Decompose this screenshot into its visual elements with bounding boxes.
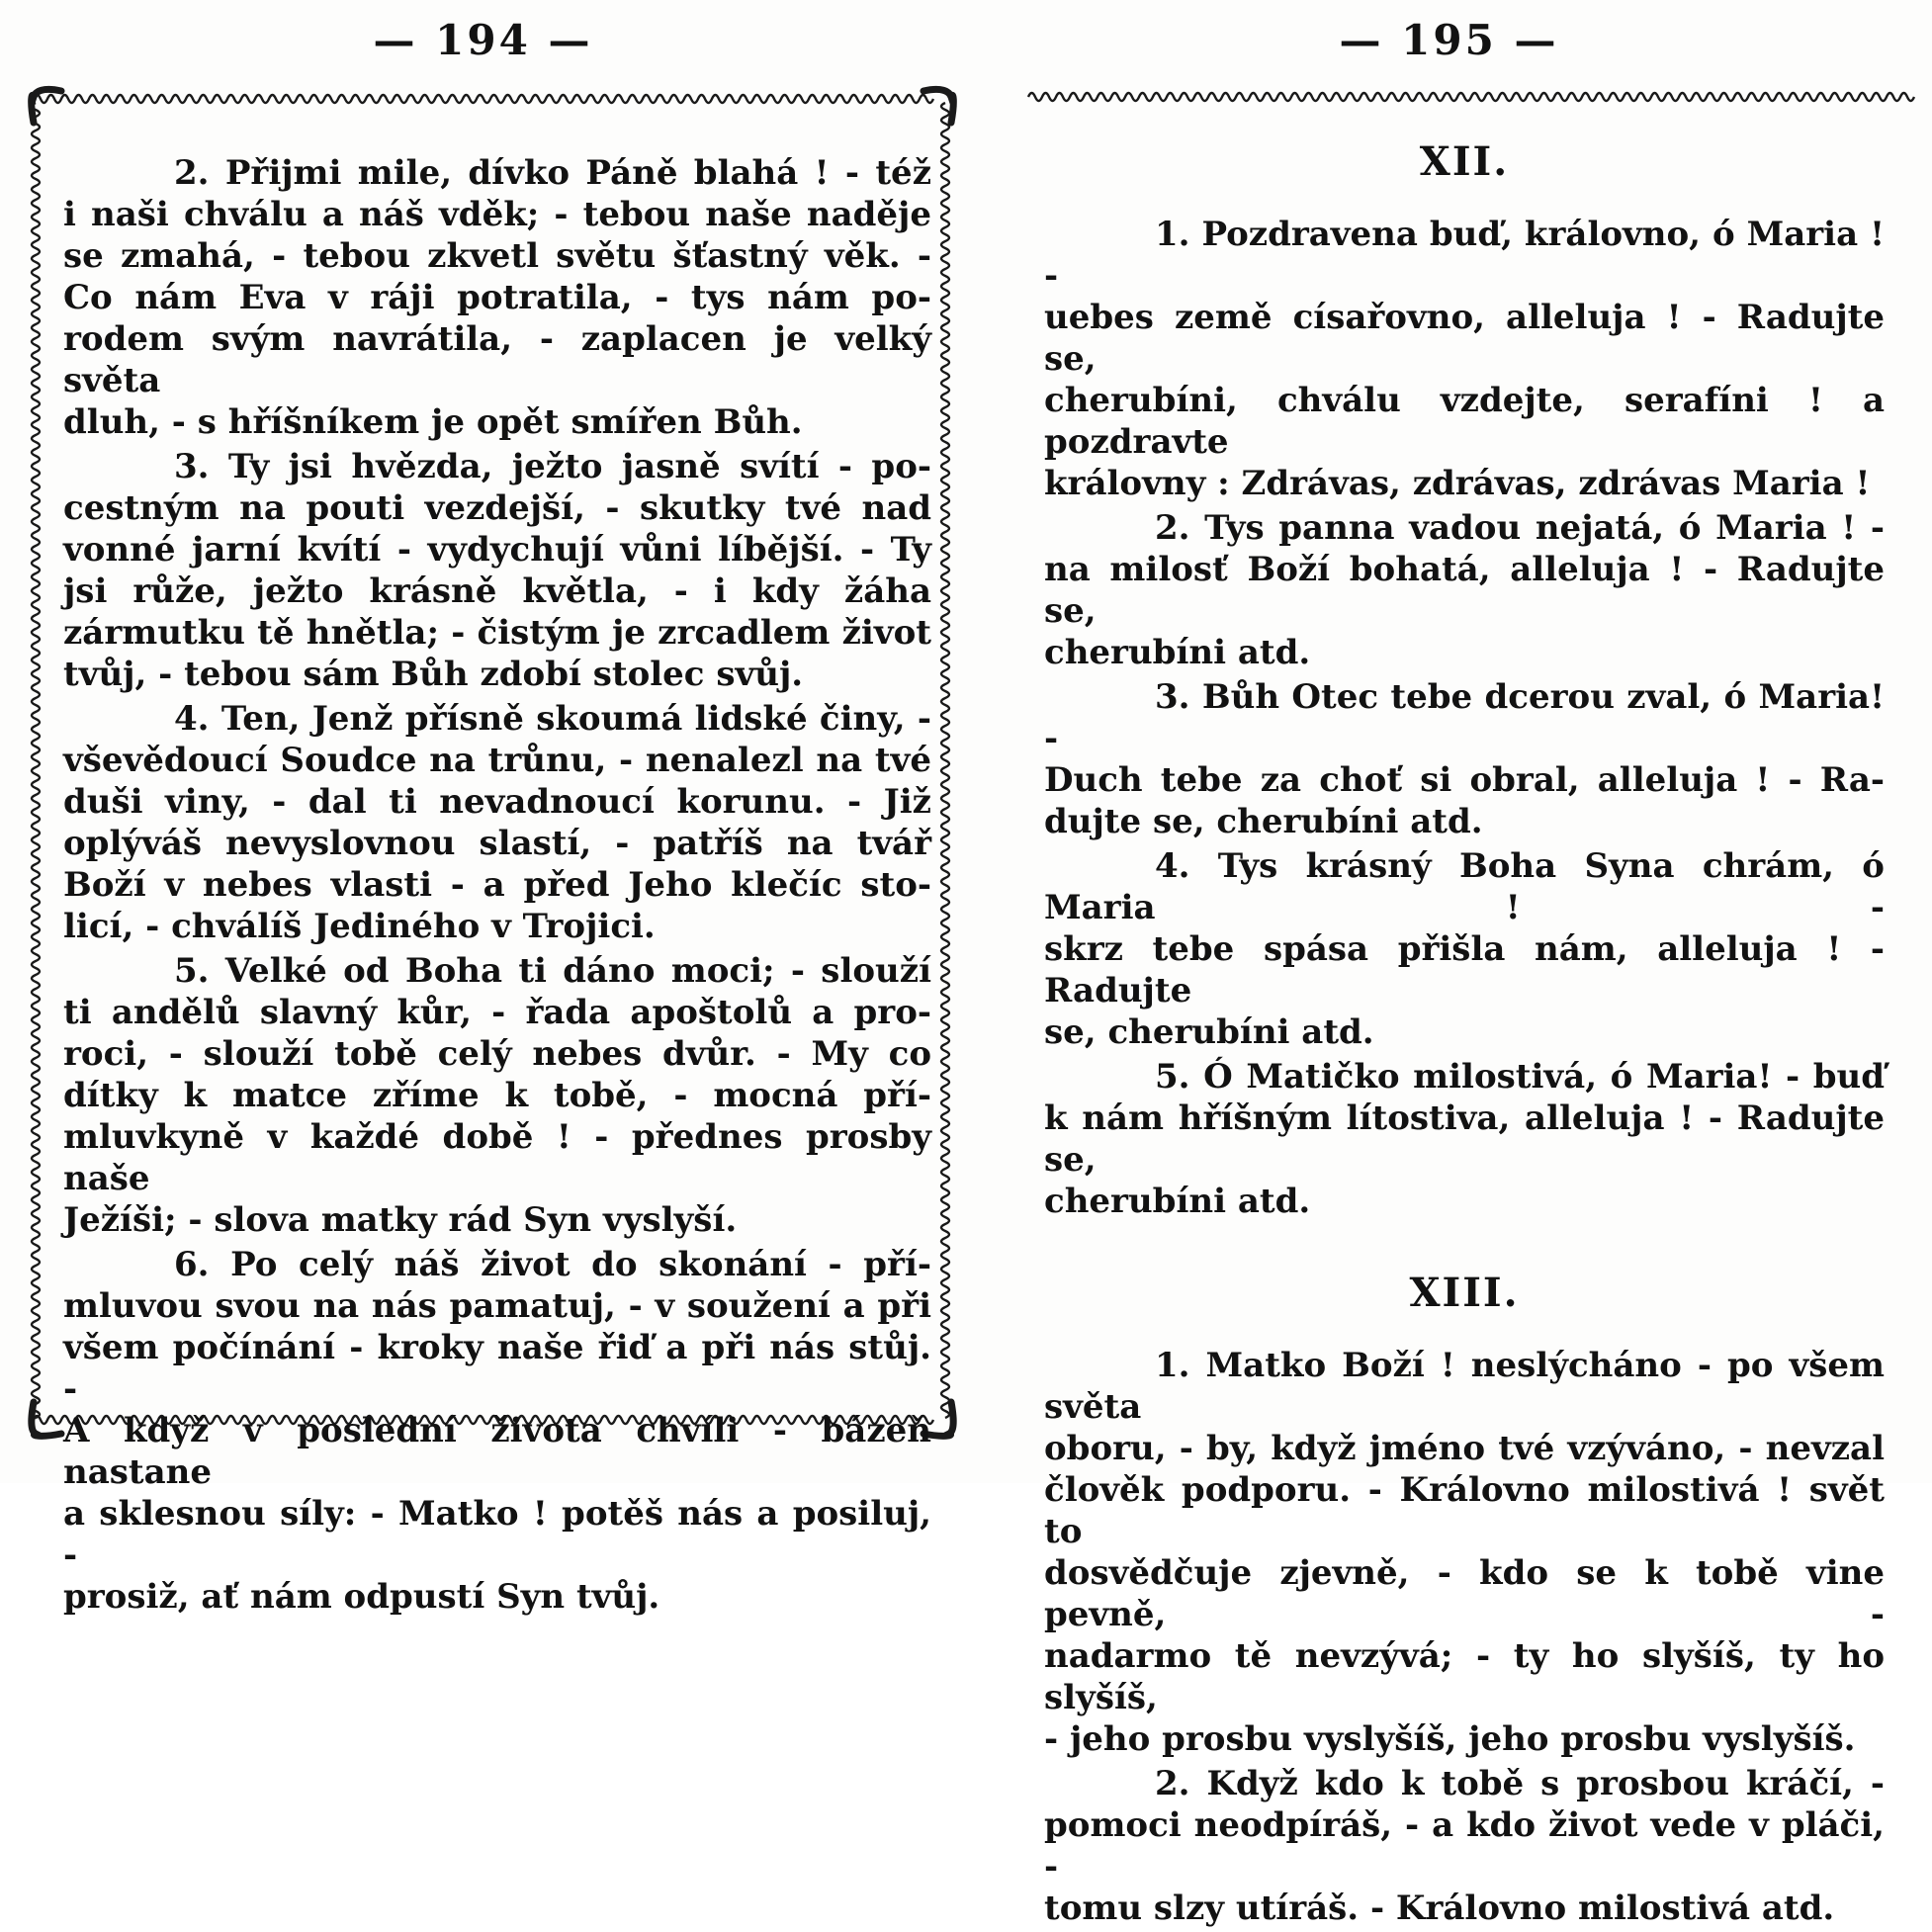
frame-right-border-icon: [937, 103, 953, 1420]
text-line: 1. Matko Boží ! neslýcháno - po všem světa: [1044, 1346, 1885, 1427]
text-line: 2. Když kdo k tobě s prosbou kráčí, -: [1155, 1764, 1885, 1803]
text-line: se zmahá, - tebou zkvetl světu šťastný věk. -: [63, 236, 931, 276]
text-line: královny : Zdrávas, zdrávas, zdrávas Maria !: [1044, 464, 1871, 503]
text-line: vonné jarní kvítí - vydychují vůni líbější. - Ty: [63, 530, 931, 570]
paragraph: [1044, 507, 1885, 673]
text-line: A když v poslední života chvíli - bázeň nastane: [63, 1411, 931, 1492]
text-line: dujte se, cherubíni atd.: [1044, 802, 1483, 841]
text-line: cestným na pouti vezdejší, - skutky tvé nad: [63, 488, 931, 528]
text-line: Boží v nebes vlasti - a před Jeho klečíc sto-: [63, 865, 931, 905]
text-line: 5. Velké od Boha ti dáno moci; - slouží: [174, 951, 931, 991]
text-line: tvůj, - tebou sám Bůh zdobí stolec svůj.: [63, 655, 804, 694]
text-line: 3. Ty jsi hvězda, ježto jasně svítí - po-: [174, 447, 931, 486]
text-line: 4. Tys krásný Boha Syna chrám, ó Maria ! -: [1044, 846, 1885, 927]
text-line: cherubíni atd.: [1044, 633, 1311, 672]
text-line: i naši chválu a náš vděk; - tebou naše naděje: [63, 195, 931, 234]
text-line: člověk podporu. - Královno milostivá ! svět to: [1044, 1470, 1885, 1551]
text-line: rodem svým navrátila, - zaplacen je velký světa: [63, 319, 931, 400]
text-line: - jeho prosbu vyslyšíš, jeho prosbu vyslyšíš.: [1044, 1719, 1856, 1759]
text-line: duši viny, - dal ti nevadnoucí korunu. - Již: [63, 782, 931, 822]
paragraph: [63, 1244, 931, 1618]
text-line: nadarmo tě nevzývá; - ty ho slyšíš, ty ho slyšíš,: [1044, 1636, 1885, 1717]
text-line: ti andělů slavný kůr, - řada apoštolů a pro-: [63, 993, 931, 1032]
text-line: 3. Bůh Otec tebe dcerou zval, ó Maria! -: [1044, 677, 1885, 758]
frame-corner-bottom-left-icon: [22, 1398, 65, 1442]
paragraph: [63, 950, 931, 1241]
paragraph: [1044, 845, 1885, 1053]
paragraph: [1044, 1056, 1885, 1222]
text-line: uebes země císařovno, alleluja ! - Radujte se,: [1044, 298, 1885, 379]
text-line: a sklesnou síly: - Matko ! potěš nás a posiluj, -: [63, 1494, 931, 1575]
paragraph: [1044, 214, 1885, 504]
text-line: mluvou svou na nás pamatuj, - v soužení a při: [63, 1286, 931, 1326]
text-line: všem počínání - kroky naše řiď a při nás stůj. -: [63, 1328, 931, 1409]
text-line: se, cherubíni atd.: [1044, 1012, 1374, 1052]
text-line: tomu slzy utíráš. - Královno milostivá atd.: [1044, 1888, 1835, 1928]
text-line: skrz tebe spása přišla nám, alleluja ! - Radujte: [1044, 929, 1885, 1010]
section-xii-paragraphs: [1044, 214, 1885, 1222]
text-line: k nám hříšným lítostiva, alleluja ! - Radujte se,: [1044, 1098, 1885, 1180]
paragraph: [63, 152, 931, 443]
text-line: cherubíni, chválu vzdejte, serafíni ! a pozdravte: [1044, 381, 1885, 462]
text-line: 6. Po celý náš život do skonání - pří-: [174, 1245, 931, 1284]
paragraph: [63, 446, 931, 695]
text-line: zármutku tě hnětla; - čistým je zrcadlem život: [63, 613, 931, 653]
frame-left-border-icon: [28, 103, 44, 1420]
text-line: pomoci neodpíráš, - a kdo život vede v pláči, -: [1044, 1805, 1885, 1887]
text-line: roci, - slouží tobě celý nebes dvůr. - My co: [63, 1034, 931, 1074]
section-heading-xiii: XIII.: [1409, 1270, 1520, 1316]
text-line: oplýváš nevyslovnou slastí, - patříš na tvář: [63, 824, 931, 863]
page-number-right: — 195 —: [1339, 16, 1559, 64]
text-line: 5. Ó Matičko milostivá, ó Maria! - buď: [1155, 1057, 1885, 1097]
section-xiii-paragraphs: [1044, 1345, 1885, 1929]
frame-top-border-icon: [34, 91, 945, 107]
frame-corner-top-right-icon: [920, 83, 963, 127]
page-number-left: — 194 —: [373, 16, 593, 64]
text-line: 2. Přijmi mile, dívko Páně blahá ! - též: [174, 153, 931, 193]
text-line: dosvědčuje zjevně, - kdo se k tobě vine pevně, -: [1044, 1553, 1885, 1634]
text-line: dítky k matce zříme k tobě, - mocná pří-: [63, 1076, 931, 1115]
text-line: oboru, - by, když jméno tvé vzýváno, - nevzal: [1044, 1429, 1885, 1468]
text-line: na milosť Boží bohatá, alleluja ! - Radujte se,: [1044, 550, 1885, 631]
frame-corner-top-left-icon: [22, 83, 65, 127]
hymn-section-xii: [1044, 138, 1885, 1222]
text-line: jsi růže, ježto krásně květla, - i kdy žáha: [63, 571, 931, 611]
hymn-section-xiii: [1044, 1270, 1885, 1929]
text-line: Ježíši; - slova matky rád Syn vyslyší.: [63, 1200, 738, 1240]
paragraph: [1044, 1345, 1885, 1760]
paragraph: [1044, 676, 1885, 842]
text-line: prosiž, ať nám odpustí Syn tvůj.: [63, 1577, 660, 1617]
page-195-text: [1044, 111, 1885, 1932]
text-line: cherubíni atd.: [1044, 1182, 1311, 1221]
paragraph: [1044, 1763, 1885, 1929]
text-line: vševědoucí Soudce na trůnu, - nenalezl na tvé: [63, 741, 931, 780]
section-heading-xii: XII.: [1419, 138, 1510, 185]
paragraph: [63, 698, 931, 947]
text-line: 1. Pozdravena buď, královno, ó Maria ! -: [1044, 215, 1885, 296]
text-line: dluh, - s hříšníkem je opět smířen Bůh.: [63, 402, 803, 442]
text-line: Co nám Eva v ráji potratila, - tys nám po-: [63, 278, 931, 317]
text-line: Duch tebe za choť si obral, alleluja ! - Ra-: [1044, 760, 1885, 800]
page-194-text: [63, 152, 931, 1621]
text-line: licí, - chválíš Jediného v Trojici.: [63, 907, 656, 946]
right-page-top-rule-icon: [1028, 89, 1914, 105]
text-line: 4. Ten, Jenž přísně skoumá lidské činy, -: [174, 699, 931, 739]
text-line: mluvkyně v každé době ! - přednes prosby naše: [63, 1117, 931, 1198]
text-line: 2. Tys panna vadou nejatá, ó Maria ! -: [1155, 508, 1885, 548]
